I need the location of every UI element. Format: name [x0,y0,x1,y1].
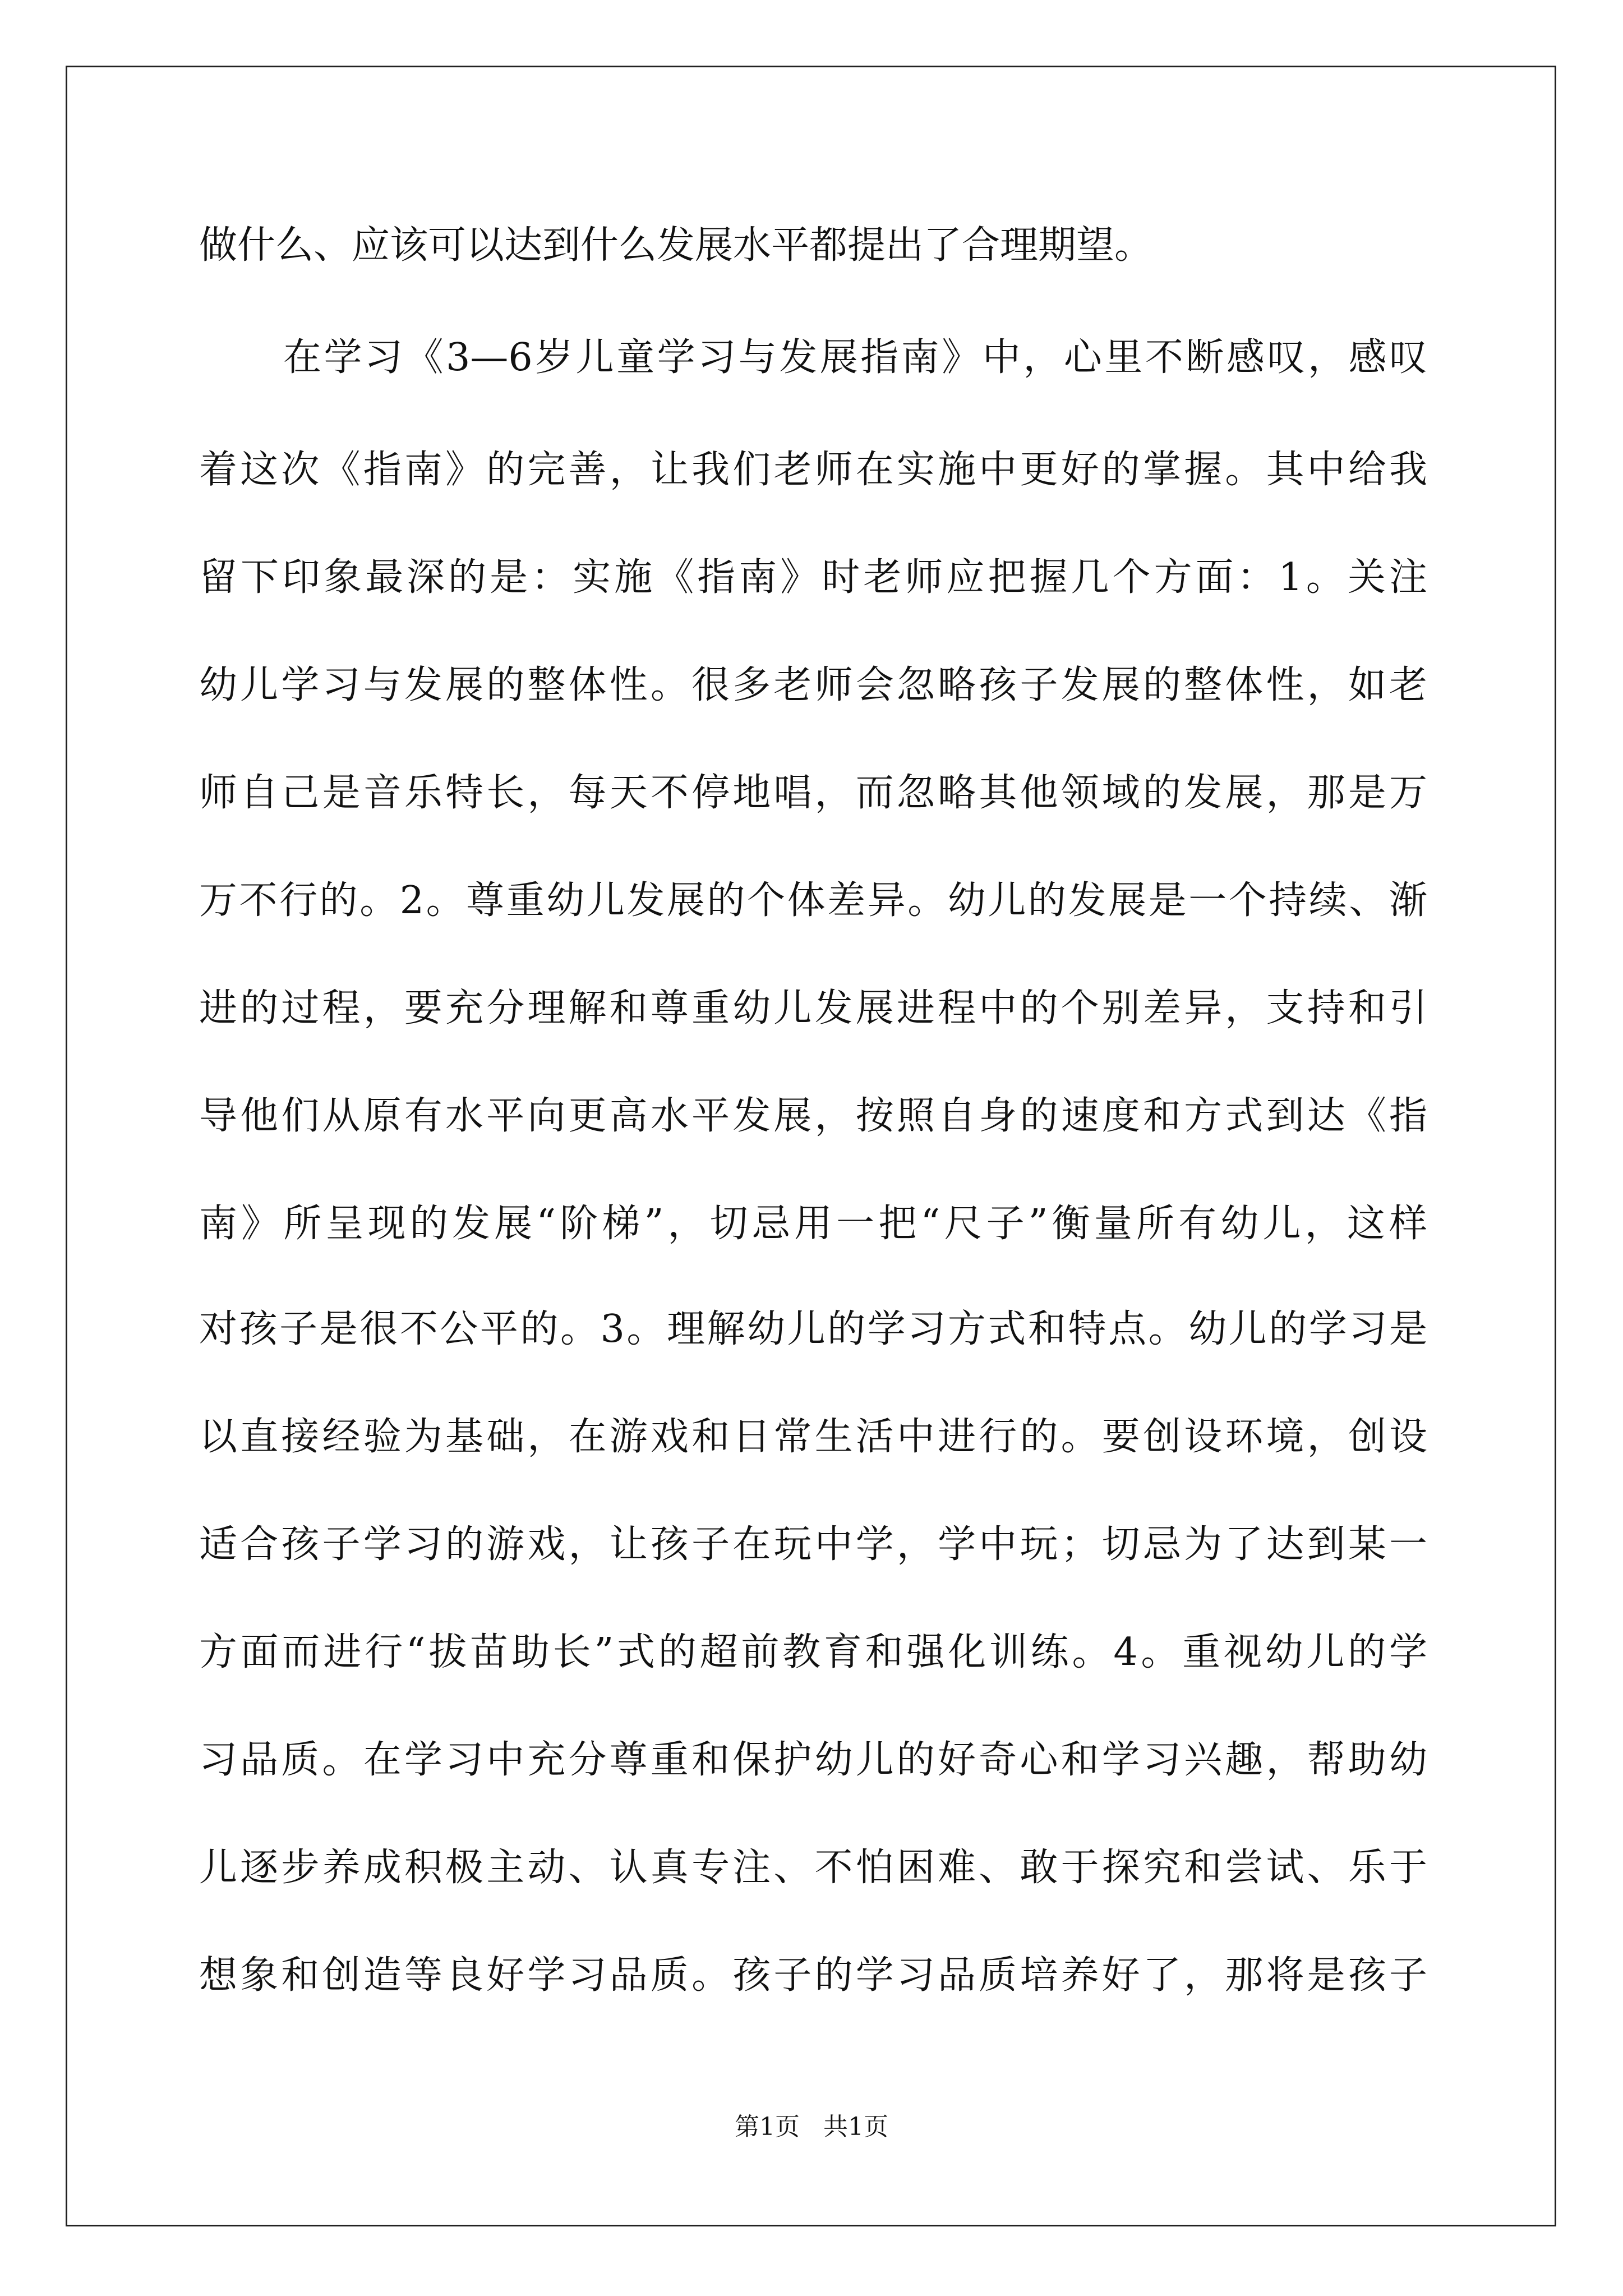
page-border [66,66,1556,2226]
text-line: 习品质。在学习中充分尊重和保护幼儿的好奇心和学习兴趣，帮助幼 [199,1738,1427,1782]
text-line: 幼儿学习与发展的整体性。很多老师会忽略孩子发展的整体性，如老 [199,663,1427,707]
text-line: 对孩子是很不公平的。3。理解幼儿的学习方式和特点。幼儿的学习是 [199,1307,1427,1351]
page-total: 共1页 [823,2113,888,2141]
text-line: 在学习《3—6岁儿童学习与发展指南》中，心里不断感叹，感叹 [283,335,1427,380]
text-line: 儿逐步养成积极主动、认真专注、不怕困难、敢于探究和尝试、乐于 [199,1846,1427,1890]
text-line: 师自己是音乐特长，每天不停地唱，而忽略其他领域的发展，那是万 [199,771,1427,815]
text-line: 进的过程，要充分理解和尊重幼儿发展进程中的个别差异，支持和引 [199,986,1427,1030]
text-line: 以直接经验为基础，在游戏和日常生活中进行的。要创设环境，创设 [199,1415,1427,1459]
text-line: 方面而进行“拔苗助长”式的超前教育和强化训练。4。重视幼儿的学 [199,1630,1427,1674]
text-line: 适合孩子学习的游戏，让孩子在玩中学，学中玩；切忌为了达到某一 [199,1522,1427,1567]
text-line: 着这次《指南》的完善，让我们老师在实施中更好的掌握。其中给我 [199,448,1427,492]
text-line: 留下印象最深的是：实施《指南》时老师应把握几个方面：1。关注 [199,555,1427,600]
text-line: 导他们从原有水平向更高水平发展，按照自身的速度和方式到达《指 [199,1094,1427,1138]
text-line: 想象和创造等良好学习品质。孩子的学习品质培养好了，那将是孩子 [199,1953,1427,1998]
text-line: 做什么、应该可以达到什么发展水平都提出了合理期望。 [199,223,1153,268]
text-line: 南》所呈现的发展“阶梯”，切忌用一把“尺子”衡量所有幼儿，这样 [199,1202,1427,1246]
page-footer [0,2115,1623,2139]
text-line: 万不行的。2。尊重幼儿发展的个体差异。幼儿的发展是一个持续、渐 [199,878,1427,923]
page-number: 第1页 [735,2113,800,2141]
